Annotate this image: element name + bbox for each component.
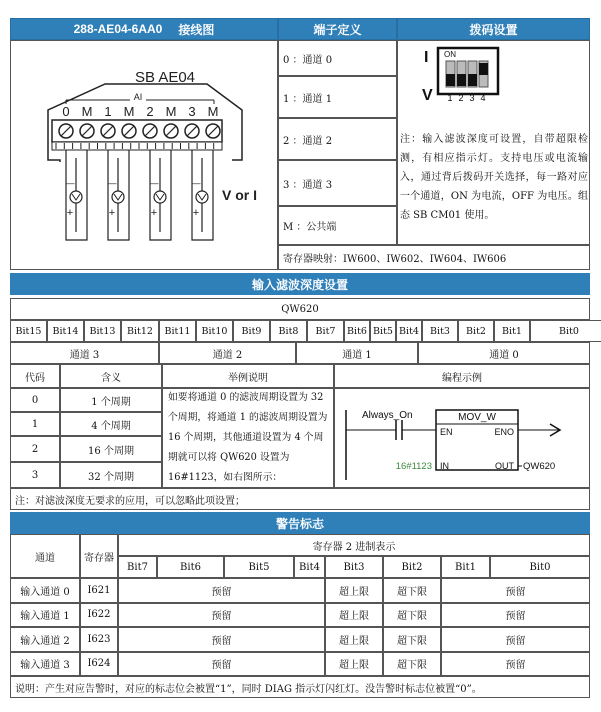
filter-meaning-0: 1 个周期 xyxy=(60,388,162,412)
alarm-reserved-low-1: 预留 xyxy=(441,603,590,628)
terminal-def-1: 1 ：通道 1 xyxy=(278,76,397,118)
ladder-eno: ENO xyxy=(494,427,514,437)
filter-bit-13: Bit2 xyxy=(458,320,494,342)
alarm-bit-3: Bit4 xyxy=(294,556,325,578)
register-map: 寄存器映射：IW600、IW602、IW604、IW606 xyxy=(278,245,590,270)
ladder-in-value: 16#1123 xyxy=(395,461,432,472)
sensor-3 xyxy=(192,150,214,240)
v-or-i-label: V or I xyxy=(222,187,258,203)
wiring-title xyxy=(10,18,278,40)
alarm-register-2: I623 xyxy=(80,627,118,652)
filter-bit-10: Bit5 xyxy=(370,320,396,342)
dip-num-1: 1 xyxy=(447,93,453,103)
filter-note: 注：对滤波深度无要求的应用，可以忽略此项设置； xyxy=(10,488,590,510)
filter-bit-4: Bit11 xyxy=(159,320,196,342)
terminal-label-5: M xyxy=(165,104,177,119)
filter-register: QW620 xyxy=(10,298,590,320)
terminal-def-0: 0 ：通道 0 xyxy=(278,40,397,76)
alarm-channel-3: 输入通道 3 xyxy=(10,652,80,677)
filter-bit-8: Bit7 xyxy=(307,320,344,342)
ladder-en: EN xyxy=(440,427,453,437)
alarm-upper-1: 超上限 xyxy=(325,603,383,628)
filter-bit-3: Bit12 xyxy=(121,320,159,342)
filter-meaning-3: 32 个周期 xyxy=(60,462,162,488)
terminal-label-2: 1 xyxy=(104,104,112,119)
sensor-plus-0: + xyxy=(66,207,74,219)
col-program: 编程示例 xyxy=(334,364,590,388)
ladder-out-pin: OUT xyxy=(495,461,514,471)
wiring-title-word: 接线图 xyxy=(178,22,215,37)
alarm-upper-3: 超上限 xyxy=(325,652,383,677)
filter-bit-1: Bit14 xyxy=(47,320,84,342)
alarm-bit-1: Bit6 xyxy=(157,556,224,578)
terminal-label-1: M xyxy=(81,104,93,119)
filter-code-2: 2 xyxy=(10,436,60,462)
alarm-bit-5: Bit2 xyxy=(383,556,441,578)
terminal-def-2: 2 ：通道 2 xyxy=(278,118,397,160)
alarm-upper-0: 超上限 xyxy=(325,578,383,603)
alarm-reserved-low-0: 预留 xyxy=(441,578,590,603)
filter-bit-15: Bit0 xyxy=(530,320,601,342)
dip-num-4: 4 xyxy=(480,93,486,103)
alarm-bit-2: Bit5 xyxy=(224,556,294,578)
wiring-diagram xyxy=(10,40,278,270)
alarm-reserved-high-2: 预留 xyxy=(118,627,325,652)
filter-bit-7: Bit8 xyxy=(270,320,307,342)
sensor-0 xyxy=(66,150,88,240)
filter-code-3: 3 xyxy=(10,462,60,488)
terminal-label-4: 2 xyxy=(146,104,154,119)
alarm-note: 说明：产生对应告警时，对应的标志位会被置“1”，同时 DIAG 指示灯闪红灯。没告警时标志位被置“0”。 xyxy=(10,676,590,698)
alarm-lower-0: 超下限 xyxy=(383,578,441,603)
sensor-minus-1: — xyxy=(107,178,117,188)
ladder-in-pin: IN xyxy=(440,461,449,471)
sensor-minus-0: — xyxy=(65,178,75,188)
dip-note: 注：输入滤波深度可设置，自带超限检测，有相应指示灯。支持电压或电流输入，通过背后拨码开关选择，每一路对应一个通道，ON 为电流，OFF 为电压。组态 SB CM01 使用。 xyxy=(400,134,588,221)
alarm-title: 警告标志 xyxy=(10,512,590,534)
dip-v-label: V xyxy=(422,87,433,104)
alarm-bit-7: Bit0 xyxy=(490,556,590,578)
filter-meaning-1: 4 个周期 xyxy=(60,412,162,436)
dip-switch xyxy=(420,44,520,106)
alarm-channel-0: 输入通道 0 xyxy=(10,578,80,603)
alarm-upper-2: 超上限 xyxy=(325,627,383,652)
alarm-col-channel: 通道 xyxy=(10,534,80,578)
ladder-diagram xyxy=(334,388,590,488)
filter-code-1: 1 xyxy=(10,412,60,436)
alarm-reserved-high-0: 预留 xyxy=(118,578,325,603)
filter-bit-6: Bit9 xyxy=(233,320,270,342)
module-label: SB AE04 xyxy=(134,69,196,86)
alarm-binary-header: 寄存器 2 进制表示 xyxy=(118,534,590,556)
filter-code-0: 0 xyxy=(10,388,60,412)
filter-bit-0: Bit15 xyxy=(10,320,47,342)
terminal-label-6: 3 xyxy=(188,104,196,119)
terminal-def-4: M ：公共端 xyxy=(278,206,397,245)
col-meaning: 含义 xyxy=(60,364,162,388)
alarm-channel-1: 输入通道 1 xyxy=(10,603,80,628)
dip-i-label: I xyxy=(424,49,429,66)
filter-bit-2: Bit13 xyxy=(84,320,121,342)
filter-bit-14: Bit1 xyxy=(494,320,530,342)
terminal-def-3: 3 ：通道 3 xyxy=(278,160,397,206)
alarm-register-3: I624 xyxy=(80,652,118,677)
alarm-bit-6: Bit1 xyxy=(441,556,490,578)
filter-bit-9: Bit6 xyxy=(344,320,370,342)
alarm-bit-4: Bit3 xyxy=(325,556,383,578)
sensor-minus-2: — xyxy=(149,178,159,188)
filter-channel-0: 通道 3 xyxy=(10,342,159,364)
sensor-2 xyxy=(150,150,172,240)
sensor-plus-2: + xyxy=(150,207,158,219)
filter-channel-2: 通道 1 xyxy=(296,342,418,364)
alarm-channel-2: 输入通道 2 xyxy=(10,627,80,652)
alarm-col-register: 寄存器 xyxy=(80,534,118,578)
sensor-plus-1: + xyxy=(108,207,116,219)
alarm-register-0: I621 xyxy=(80,578,118,603)
dip-on-label: ON xyxy=(444,50,456,59)
filter-bit-5: Bit10 xyxy=(196,320,233,342)
filter-channel-3: 通道 0 xyxy=(418,342,590,364)
alarm-lower-2: 超下限 xyxy=(383,627,441,652)
example-text: 如要将通道 0 的滤波周期设置为 32 个周期，将通道 1 的滤波周期设置为 16 个周期，其他通道设置为 4 个周期就可以将 QW620 设置为 16#1123，如右图所示： xyxy=(168,392,328,483)
sensor-1 xyxy=(108,150,130,240)
filter-channel-1: 通道 2 xyxy=(159,342,296,364)
ladder-out-value: QW620 xyxy=(523,461,556,472)
filter-title: 输入滤波深度设置 xyxy=(10,273,590,295)
ai-label: AI xyxy=(133,92,143,102)
alarm-reserved-low-3: 预留 xyxy=(441,652,590,677)
alarm-lower-3: 超下限 xyxy=(383,652,441,677)
wiring-title-model: 288-AE04-6AA0 xyxy=(73,22,163,36)
dip-num-3: 3 xyxy=(469,93,475,103)
alarm-lower-1: 超下限 xyxy=(383,603,441,628)
alarm-reserved-low-2: 预留 xyxy=(441,627,590,652)
sensor-minus-3: — xyxy=(191,178,201,188)
alarm-reserved-high-3: 预留 xyxy=(118,652,325,677)
terminal-label-0: 0 xyxy=(62,104,70,119)
alarm-reserved-high-1: 预留 xyxy=(118,603,325,628)
dip-title: 拨码设置 xyxy=(397,18,590,40)
filter-meaning-2: 16 个周期 xyxy=(60,436,162,462)
filter-bit-12: Bit3 xyxy=(422,320,458,342)
alarm-bit-0: Bit7 xyxy=(118,556,157,578)
terminal-label-3: M xyxy=(123,104,135,119)
terminal-def-title: 端子定义 xyxy=(278,18,397,40)
dip-num-2: 2 xyxy=(458,93,464,103)
col-code: 代码 xyxy=(10,364,60,388)
sensor-plus-3: + xyxy=(192,207,200,219)
terminal-label-7: M xyxy=(207,104,219,119)
col-example: 举例说明 xyxy=(162,364,334,388)
ladder-block-name: MOV_W xyxy=(458,412,496,423)
alarm-register-1: I622 xyxy=(80,603,118,628)
filter-bit-11: Bit4 xyxy=(396,320,422,342)
ladder-contact: Always_On xyxy=(362,410,413,421)
